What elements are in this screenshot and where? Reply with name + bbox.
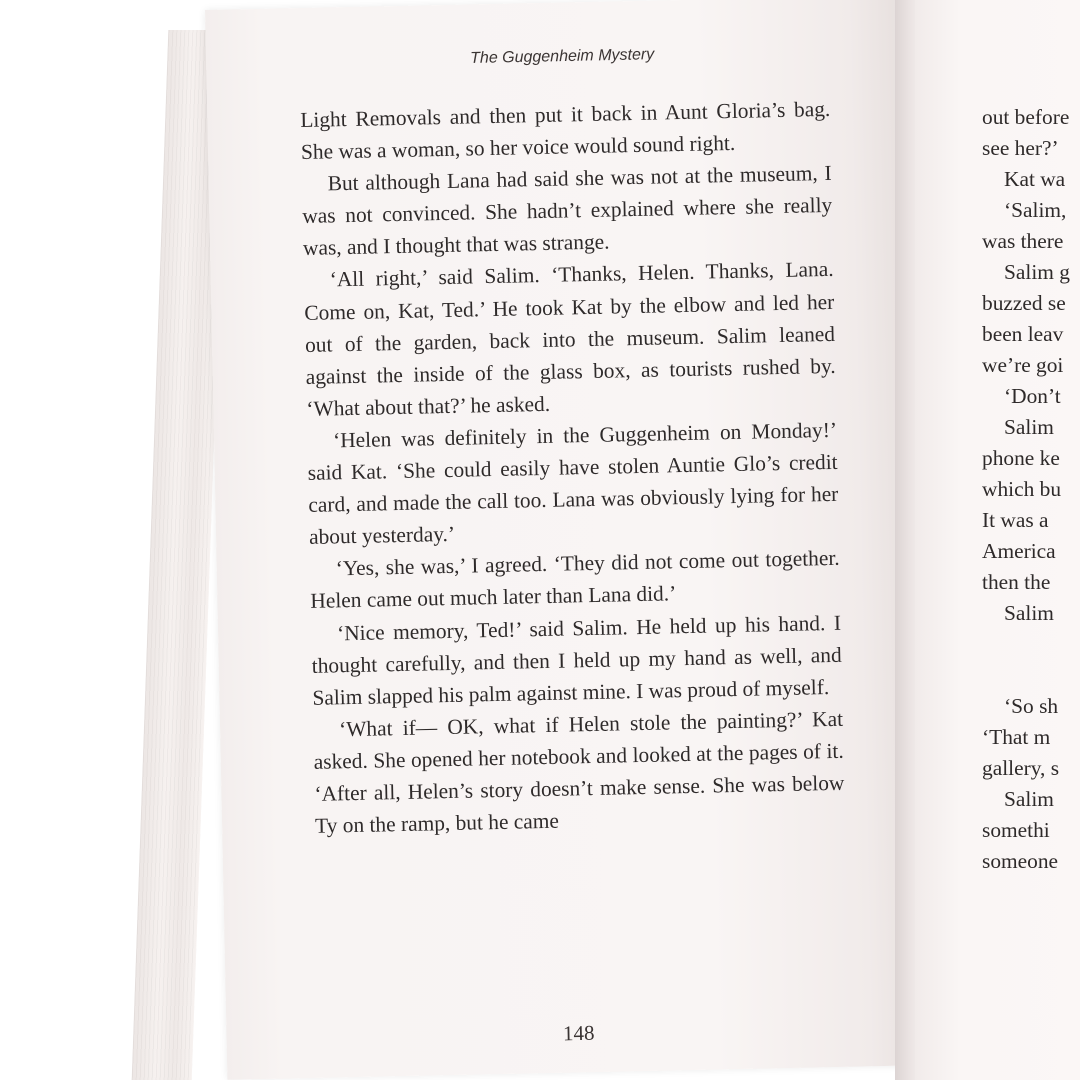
right-page-line: out before xyxy=(982,105,1070,129)
right-page-line: which bu xyxy=(982,477,1062,501)
right-page-line: ‘Don’t xyxy=(1004,384,1061,408)
right-page-line: It was a xyxy=(982,508,1049,532)
right-page-line: been leav xyxy=(982,322,1064,346)
right-page-line: ‘That m xyxy=(982,725,1051,749)
left-page-text xyxy=(300,93,845,842)
right-page-line: Salim g xyxy=(1004,260,1070,284)
right-page-line: Salim xyxy=(1004,601,1054,625)
right-page-line: Salim xyxy=(1004,787,1054,811)
right-page-line: ‘So sh xyxy=(1004,694,1059,718)
paragraph: ‘What if— OK, what if Helen stole the painting?’ Kat asked. She opened her notebook and looked at the pages of it. ‘After all, Helen’s story doesn’t make sense. She was below Ty on the ramp, but he came xyxy=(313,706,845,838)
right-page-line: Kat wa xyxy=(1004,167,1066,191)
line-gap xyxy=(982,629,1080,691)
right-page-line: gallery, s xyxy=(982,756,1060,780)
right-page-line: then the xyxy=(982,570,1051,594)
paragraph: ‘Yes, she was,’ I agreed. ‘They did not come out together. Helen came out much later than Lana did.’ xyxy=(310,546,840,614)
paragraph: But although Lana had said she was not at the museum, I was not convinced. She hadn’t explained where she really was, and I thought that was strange. xyxy=(302,161,833,261)
right-page-line: buzzed se xyxy=(982,291,1066,315)
right-page-line: America xyxy=(982,539,1056,563)
right-page-text xyxy=(982,102,1080,877)
page-number: 148 xyxy=(562,1020,595,1046)
right-page-line: see her?’ xyxy=(982,136,1059,160)
paragraph: ‘Helen was definitely in the Guggenheim on Monday!’ said Kat. ‘She could easily have stolen Auntie Glo’s credit card, and made the call too. Lana was obviously lying for her about yesterday.’ xyxy=(307,417,839,550)
paragraph: ‘All right,’ said Salim. ‘Thanks, Helen. Thanks, Lana. Come on, Kat, Ted.’ He took Kat by the elbow and led her out of the garden, back into the museum. Salim leaned against the inside of the glass box, as tourists rushed by. ‘What about that?’ he asked. xyxy=(304,257,836,421)
paragraph: ‘Nice memory, Ted!’ said Salim. He held up his hand. I thought carefully, and then I held up my hand as well, and Salim slapped his palm against mine. I was proud of myself. xyxy=(311,610,842,710)
right-page-line: phone ke xyxy=(982,446,1060,470)
running-head: The Guggenheim Mystery xyxy=(470,46,655,67)
right-page-line: somethi xyxy=(982,818,1050,842)
right-page-line: someone xyxy=(982,849,1059,873)
right-page-line: Salim xyxy=(1004,415,1054,439)
right-page-line: ‘Salim, xyxy=(1004,198,1067,222)
paragraph: Light Removals and then put it back in Aunt Gloria’s bag. She was a woman, so her voice would sound right. xyxy=(300,96,831,165)
right-page-line: was there xyxy=(982,229,1064,253)
right-page-line: we’re goi xyxy=(982,353,1064,377)
